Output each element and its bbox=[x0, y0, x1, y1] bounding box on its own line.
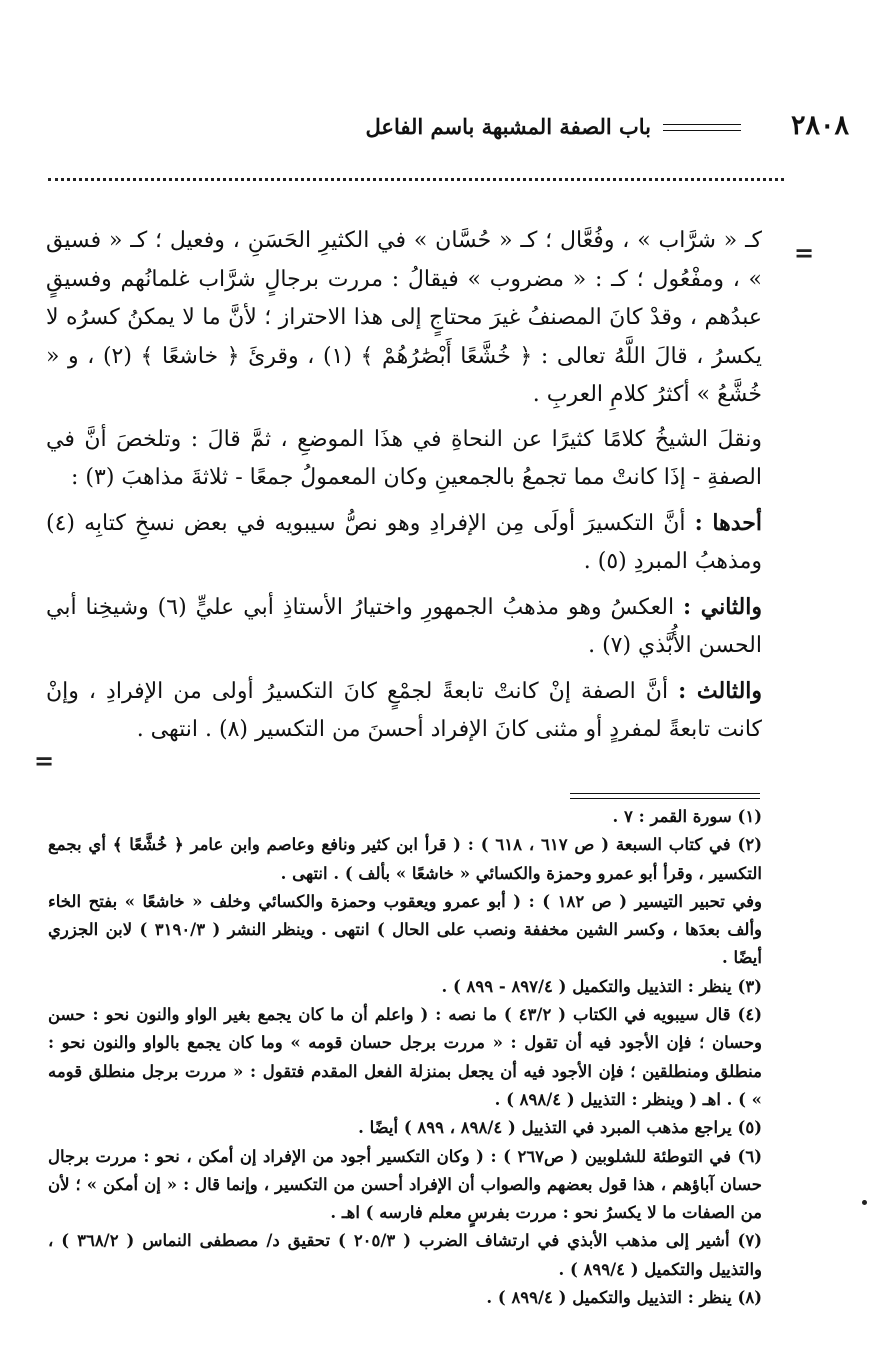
paragraph-3-text: أنَّ التكسيرَ أولَى مِن الإفرادِ وهو نصُّ سيبويه في بعض نسخِ كتابِه (٤) ومذهبُ المبردِ (٥) . bbox=[46, 510, 762, 574]
footnote-5: (٥) يراجع مذهب المبرد في التذييل ( ٨٩٨/٤ ، ٨٩٩ ) أيضًا . bbox=[358, 1118, 762, 1138]
page-header bbox=[30, 108, 849, 148]
margin-mark-top: = bbox=[794, 238, 815, 267]
margin-mark-bottom: = bbox=[34, 746, 55, 775]
footnote-6: (٦) في التوطئة للشلوبين ( ص٢٦٧ ) : ( وكان التكسير أجود من الإفراد إن أمكن ، نحو : مررت برجال حسان آباؤهم ، هذا قول بعضهم والصواب أن الإفراد أحسن من التكسير ، وإنما قال : « إن أمكن » ؛ لأن من الصفات ما لا يكسرُ نحو : مررت بفرسٍ معلم فارسه ) اهـ . bbox=[48, 1146, 762, 1223]
footnote-8: (٨) ينظر : التذييل والتكميل ( ٨٩٩/٤ ) . bbox=[486, 1288, 762, 1308]
paragraph-2: ونقلَ الشيخُ كلامًا كثيرًا عن النحاةِ في هذَا الموضعِ ، ثمَّ قالَ : وتلخصَ أنَّ في الصفةِ - إذَا كانتْ مما تجمعُ بالجمعينِ وكان المعمولُ جمعًا - ثلاثةَ مذاهبَ (٣) : bbox=[46, 426, 762, 490]
footnote-1: (١) سورة القمر : ٧ . bbox=[612, 807, 762, 826]
page-number: ٢٨٠٨ bbox=[790, 110, 849, 141]
chapter-title: باب الصفة المشبهة باسم الفاعل bbox=[365, 114, 651, 139]
paragraph-3 bbox=[46, 504, 762, 582]
header-rule bbox=[663, 124, 741, 131]
dotted-separator bbox=[48, 178, 784, 181]
main-text bbox=[46, 222, 762, 756]
paragraph-4-text: العكسُ وهو مذهبُ الجمهورِ واختيارُ الأستاذِ أبي عليٍّ (٦) وشيخِنا أبي الحسن الأُبَّذي (٧) . bbox=[46, 594, 762, 658]
footnote-3: (٣) ينظر : التذييل والتكميل ( ٨٩٧/٤ - ٨٩٩ ) . bbox=[441, 976, 762, 996]
paragraph-4 bbox=[46, 588, 762, 666]
footnote-rule bbox=[570, 793, 760, 799]
margin-dot bbox=[862, 1200, 867, 1205]
paragraph-5-lead: والثالث : bbox=[678, 677, 763, 704]
footnotes bbox=[48, 803, 762, 1312]
footnote-4: (٤) قال سيبويه في الكتاب ( ٤٣/٢ ) ما نصه : ( واعلم أن ما كان يجمع بغير الواو والنون نحو : حسن وحسان ؛ فإن الأجود فيه أن تقول : « مررت برجل حسان قومه » وما كان يجمع بالواو والنون نحو : منطلق ومنطلقين ؛ فإن الأجود فيه أن يجعل بمنزلة الفعل المقدم فتقول : « مررت برجل منطلق قومه » ) . اهـ ( وينظر : التذييل ( ٨٩٨/٤ ) . bbox=[48, 1005, 763, 1109]
paragraph-5 bbox=[46, 672, 762, 750]
footnote-2: (٢) في كتاب السبعة ( ص ٦١٧ ، ٦١٨ ) : ( قرأ ابن كثير ونافع وعاصم وابن عامر ﴿ خُشَّعًا ﴾ أي بجمع التكسير ، وقرأ أبو عمرو وحمزة والكسائي « خاشعًا » بألف ) . انتهى . bbox=[48, 835, 762, 883]
paragraph-3-lead: أحدها : bbox=[694, 509, 762, 536]
footnote-2-continued: وفي تحبير التيسير ( ص ١٨٢ ) : ( أبو عمرو ويعقوب وحمزة والكسائي وخلف « خاشعًا » بفتح الخاء وألف بعدَها ، وكسر الشين مخففة ونصب على الحال ) انتهى . وينظر النشر ( ٣١٩٠/٣ ) لابن الجزري أيضًا . bbox=[48, 891, 762, 968]
paragraph-1: كـ « شرَّاب » ، وفُعَّال ؛ كـ « حُسَّان » في الكثيرِ الحَسَنِ ، وفعيل ؛ كـ « فسيق » ، ومفْعُول ؛ كـ : « مضروب » فيقالُ : مررت برجالٍ شرَّاب غلمانُهم وفسيقٍ عبدُهم ، وقدْ كانَ المصنفُ غيرَ محتاجٍ إلى هذا الاحتراز ؛ لأنَّ ما لا يمكنُ كسرُه لا يكسرُ ، قالَ اللَّهُ تعالى : ﴿ خُشَّعًا أَبْصَٰرُهُمْ ﴾ (١) ، وقرئَ ﴿ خاشعًا ﴾ (٢) ، و « خُشَّعُ » أكثرُ كلامِ العربِ . bbox=[46, 228, 762, 407]
paragraph-4-lead: والثاني : bbox=[683, 593, 762, 620]
paragraph-5-text: أنَّ الصفة إنْ كانتْ تابعةً لجمْعٍ كانَ التكسيرُ أولى من الإفرادِ ، وإنْ كانت تابعةً لمفردٍ أو مثنى كانَ الإفراد أحسنَ من التكسير (٨) . انتهى . bbox=[46, 678, 762, 742]
footnote-7: (٧) أشير إلى مذهب الأبذي في ارتشاف الضرب ( ٢٠٥/٣ ) تحقيق د/ مصطفى النماس ( ٣٦٨/٢ ) ، والتذييل والتكميل ( ٨٩٩/٤ ) . bbox=[48, 1231, 762, 1279]
